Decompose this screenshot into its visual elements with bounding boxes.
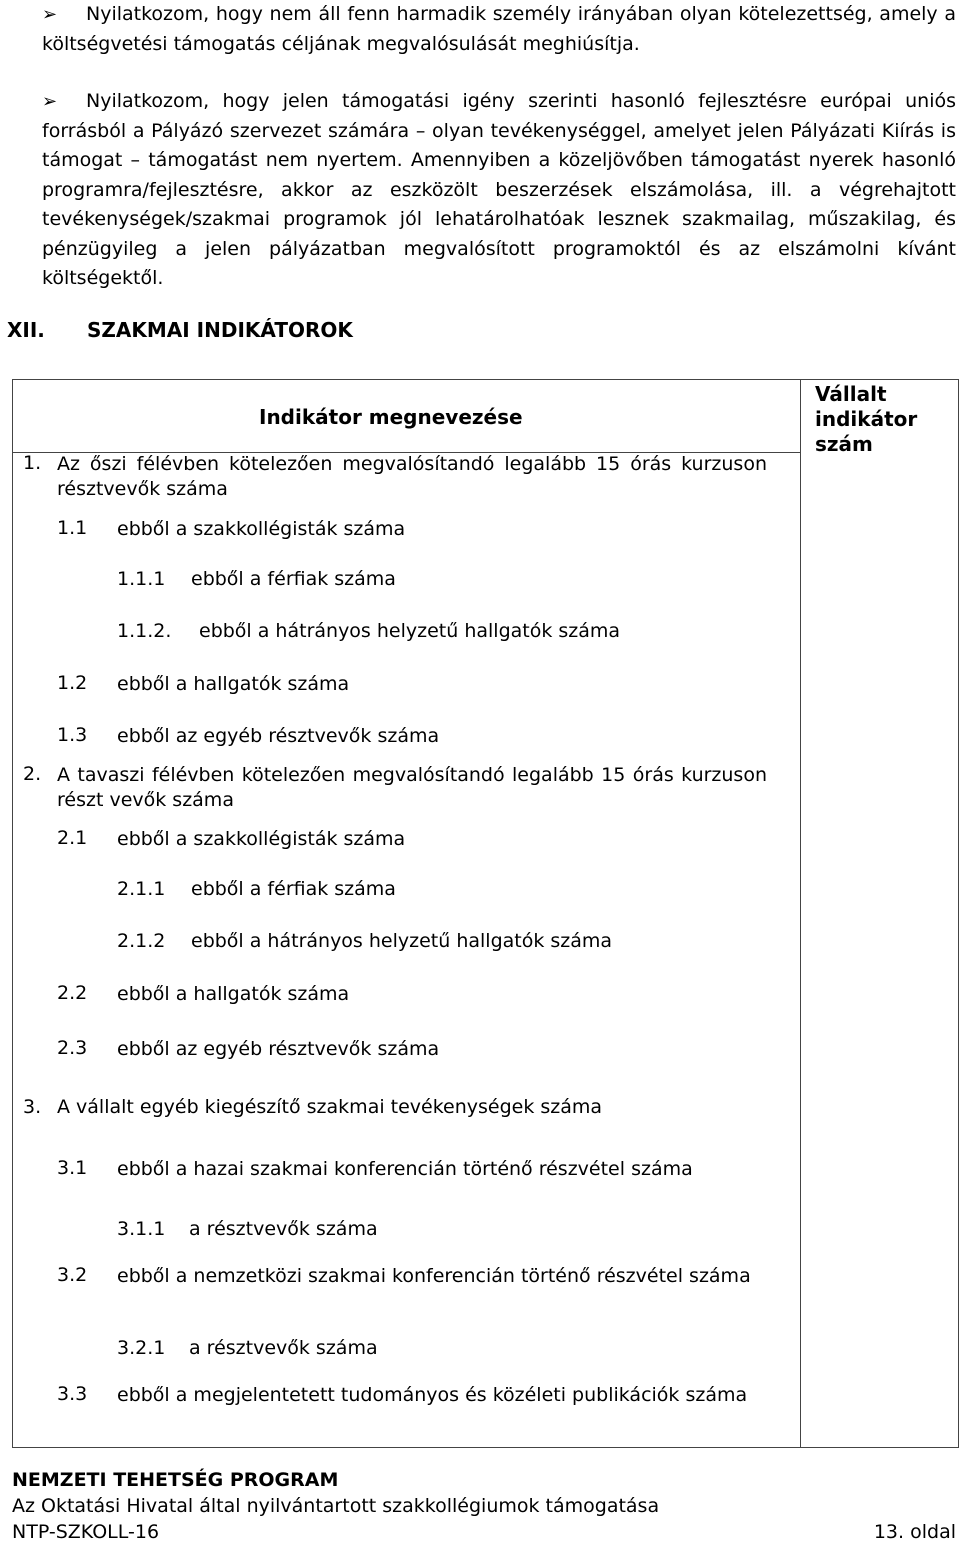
arrow-bullet-icon: ➢	[42, 91, 58, 112]
page-number: 13. oldal	[873, 1521, 956, 1543]
paragraph-text: Nyilatkozom, hogy nem áll fenn harmadik személy irányában olyan kötelezettség, amely a költségvetési támogatás céljának megvalósulását meghiúsítja.	[42, 3, 956, 55]
table-header-row	[13, 380, 959, 453]
declaration-paragraph-2	[42, 87, 956, 294]
page-footer	[12, 1468, 956, 1545]
footer-subtitle: Az Oktatási Hivatal által nyilvántartott szakkollégiumok támogatása	[12, 1495, 660, 1517]
header-indicator-name: Indikátor megnevezése	[13, 380, 801, 453]
section-title: SZAKMAI INDIKÁTOROK	[87, 318, 353, 342]
section-heading	[7, 318, 353, 342]
footer-code: NTP-SZKOLL-16	[12, 1521, 160, 1543]
footer-program: NEMZETI TEHETSÉG PROGRAM	[12, 1469, 339, 1491]
declaration-paragraph-1	[42, 0, 956, 59]
indicator-list-cell: 1. Az őszi félévben kötelezően megvalósítandó legalább 15 órás kurzuson résztvevők száma 1.1 ebből a szakkollégisták száma 1.1.1 ebből a férfiak száma 1.1.2. ebből a hátrányos helyzetű hallgatók száma 1.2 ebből a hallgatók száma 1.3 ebből az egyéb résztvevők száma 2. A tavaszi félévben kötelezően megvalósítandó legalább 15 órás kurzuson részt vevők száma 2.1 ebből a szakkollégisták száma 2.1.1 ebből a férfiak száma 2.1.2 ebből a hátrányos helyzetű hallgatók száma 2.2 ebből a hallgatók száma 2.3 ebből az egyéb résztvevők száma 3. A vállalt egyéb kiegészítő szakmai tevékenységek száma 3.1 ebből a hazai szakmai konferencián történő részvétel száma 3.1.1 a résztvevők száma 3.2 ebből a nemzetközi szakmai konferencián történő részvétel száma 3.2.1 a résztvevők száma 3.3 ebből a megjelentetett tudományos és közéleti publikációk száma	[13, 453, 801, 1448]
section-number: XII.	[7, 318, 45, 342]
paragraph-text: Nyilatkozom, hogy jelen támogatási igény szerinti hasonló fejlesztésre európai uniós forrásból a Pályázó szervezet számára – olyan tevékenységgel, amelyet jelen Pályázati Kiírás is támogat – támogatást nem nyertem. Amennyiben a közeljövőben támogatást nyerek hasonló programra/fejlesztésre, akkor az eszközölt beszerzések elszámolása, ill. a végrehajtott tevékenységek/szakmai programok jól lehatárolhatóak lesznek szakmailag, műszakilag, és pénzügyileg a jelen pályázatban megvalósított programoktól és az elszámolni kívánt költségektől.	[42, 90, 956, 289]
arrow-bullet-icon: ➢	[42, 4, 58, 25]
header-committed-value: Vállalt indikátor szám	[801, 380, 959, 1448]
indicator-table	[12, 379, 959, 1448]
